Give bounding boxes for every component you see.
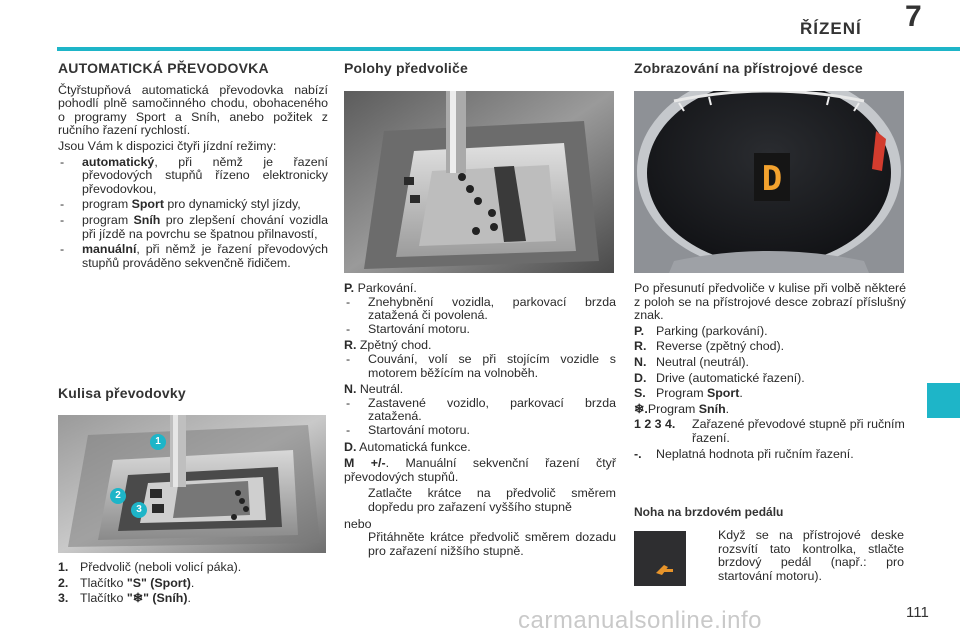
display-codes [634,325,906,461]
code-item: D. Drive (automatické řazení). [634,370,805,385]
pos-P-item: - Startování motoru. [346,321,470,336]
mode-item: - program Sníh pro zlepšení chování vozidla při jízdě na povrchu se špatnou přilnavostí, [60,212,328,241]
pos-N-item: - Zastavené vozidlo, parkovací brzda zatažená. [346,395,616,424]
callout-2: 2 [110,488,126,504]
code-item: -. Neplatná hodnota při ručním řazení. [634,446,854,461]
transmission-intro: Čtyřstupňová automatická převodovka nabízí pohodlí plně samočinného chodu, obohaceného o programy Sport a Sníh, anebo požitek z ručního řazení rychlostí. [58,82,328,138]
pos-M: M +/-. Manuální sekvenční řazení čtyř převodových stupňů. [344,456,616,484]
pos-D: D. Automatická funkce. [344,439,471,454]
mode-item: - manuální, při němž je řazení převodových stupňů prováděno sekvenčně řidičem. [60,242,328,270]
mode-item: - automatický, při němž je řazení převodových stupňů řízeno elektronicky převodovkou, [60,154,328,196]
callout-1: 1 [150,434,166,450]
display-heading: Zobrazování na přístrojové desce [634,60,863,76]
tip-upshift: Zatlačte krátce na předvolič směrem dopředu pro zařazení vyššího stupně [368,486,616,514]
pos-P-item: - Znehybnění vozidla, parkovací brzda zatažená či povolená. [346,294,616,323]
display-text [634,282,906,461]
brake-warning-lamp [634,531,686,586]
code-item: 1 2 3 4. Zařazené převodové stupně při ručním řazení. [634,417,905,445]
code-item: N. Neutral (neutrál). [634,354,749,369]
code-item: R. Reverse (zpětný chod). [634,339,785,354]
code-item: S. Program Sport. [634,386,743,401]
gear-display-letter: D [761,159,783,199]
code-item: ❄. Program Sníh. [634,401,730,416]
brake-heading: Noha na brzdovém pedálu [634,505,784,519]
tip-downshift: Přitáhněte krátce předvolič směrem dozadu pro zařazení nižšího stupně. [368,530,616,558]
pos-P: P. Parkování. [344,281,417,295]
page-number: 111 [906,604,929,621]
chapter-side-tab [927,383,960,418]
brake-text: Když se na přístrojové deske rozsvítí tato kontrolka, stlačte brzdový pedál (např.: pro startování motoru). [718,528,904,583]
pos-N: N. Neutrál. [344,382,404,397]
header-rule [57,47,960,51]
gear-selector-photo [344,91,614,273]
pos-R: R. Zpětný chod. [344,338,432,353]
instrument-panel-photo [634,91,904,273]
modes-intro: Jsou Vám k dispozici čtyři jízdní režimy: [58,138,277,153]
section-title: ŘÍZENÍ [800,19,862,38]
display-intro: Po přesunutí předvoliče v kulise při volbě některé z poloh se na přístrojové desce zobrazí příslušný znak. [634,281,906,323]
mode-item: - program Sport pro dynamický styl jízdy, [60,197,301,212]
code-item: P. Parking (parkování). [634,323,768,338]
positions-heading: Polohy předvoliče [344,60,468,76]
callout-3: 3 [131,502,147,518]
watermark: carmanualsonline.info [518,607,762,634]
gate-heading: Kulisa převodovky [58,385,186,401]
pos-R-item: - Couvání, volí se při stojícím vozidle s motorem běžícím na volnoběh. [346,351,616,380]
positions-text [344,282,616,558]
column-transmission [58,62,328,270]
pos-N-item: - Startování motoru. [346,422,470,437]
legend-item: 1. Předvolič (neboli volicí páka). [58,560,242,574]
foot-on-brake-icon [634,531,686,586]
legend-item: 2. Tlačítko "S" (Sport). [58,575,195,590]
legend-item: 3. Tlačítko "❄" (Sníh). [58,591,191,606]
chapter-number: 7 [905,0,922,33]
or-text: nebo [344,516,372,531]
transmission-heading: AUTOMATICKÁ PŘEVODOVKA [58,60,269,76]
gear-gate-photo [58,415,326,553]
gate-legend [58,561,328,606]
